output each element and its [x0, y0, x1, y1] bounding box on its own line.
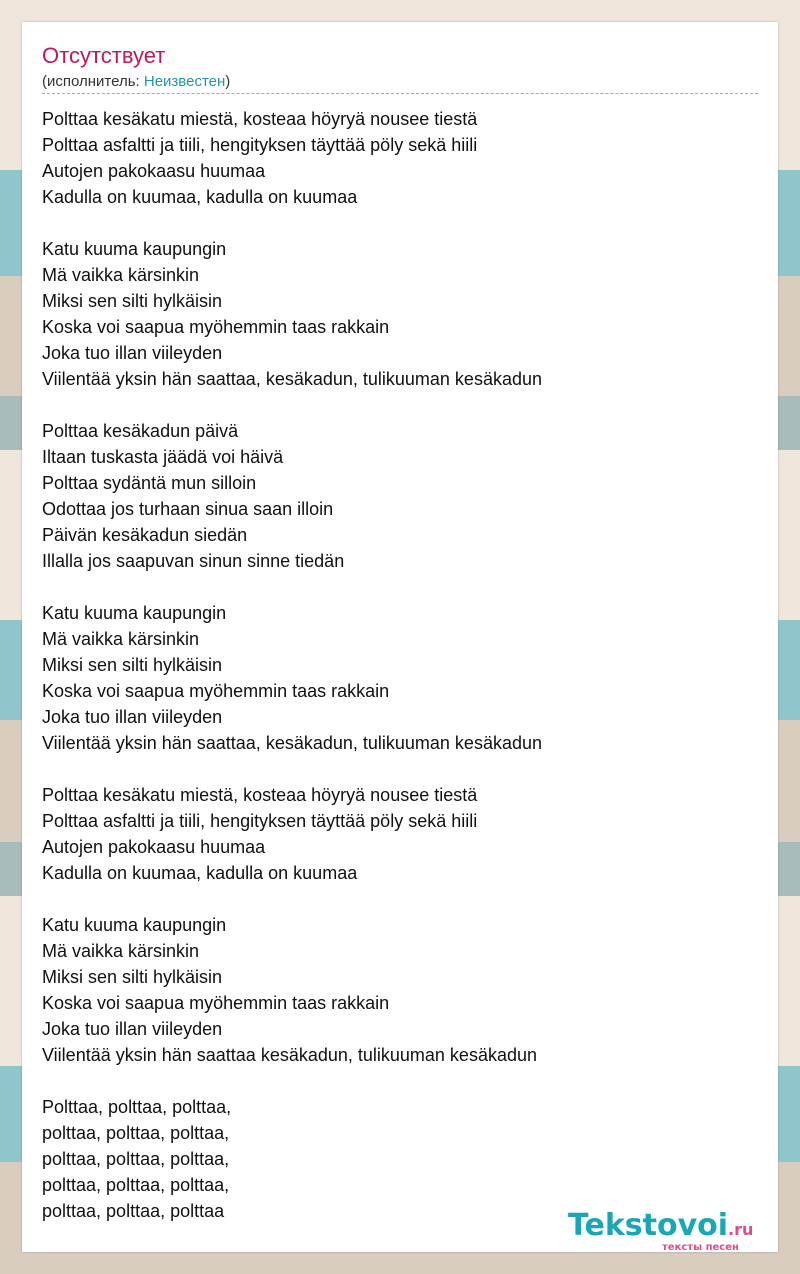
lyric-line: Katu kuuma kaupungin [42, 239, 227, 259]
lyric-line: Viilentää yksin hän saattaa, kesäkadun, tulikuuman kesäkadun [42, 369, 542, 389]
lyric-line: Viilentää yksin hän saattaa, kesäkadun, tulikuuman kesäkadun [42, 733, 542, 753]
lyric-line: Joka tuo illan viileyden [42, 707, 223, 727]
lyric-line: Koska voi saapua myöhemmin taas rakkain [42, 317, 390, 337]
artist-prefix: (исполнитель: [42, 73, 144, 90]
lyric-line: polttaa, polttaa, polttaa, [42, 1123, 230, 1143]
lyric-line: polttaa, polttaa, polttaa, [42, 1149, 230, 1169]
stanza-gap [42, 574, 762, 600]
lyric-line: Viilentää yksin hän saattaa kesäkadun, tulikuuman kesäkadun [42, 1045, 537, 1065]
lyric-line: Miksi sen silti hylkäisin [42, 291, 223, 311]
logo-tld-text: .ru [728, 1220, 754, 1239]
lyric-line: Polttaa kesäkatu miestä, kosteaa höyryä nousee tiestä [42, 785, 478, 805]
lyric-line: Kadulla on kuumaa, kadulla on kuumaa [42, 863, 358, 883]
stanza-gap [42, 756, 762, 782]
lyrics-text [42, 106, 762, 1224]
lyric-line: Koska voi saapua myöhemmin taas rakkain [42, 993, 390, 1013]
logo-main-text: Tekstovoi [568, 1208, 729, 1243]
song-title: Отсутствует [42, 43, 166, 68]
artist-suffix: ) [225, 73, 231, 90]
lyric-line: Polttaa sydäntä mun silloin [42, 473, 257, 493]
lyrics-card [22, 22, 778, 1252]
lyric-line: Polttaa, polttaa, polttaa, [42, 1097, 232, 1117]
lyric-line: Katu kuuma kaupungin [42, 603, 227, 623]
lyric-line: Polttaa kesäkatu miestä, kosteaa höyryä nousee tiestä [42, 109, 478, 129]
lyric-line: Koska voi saapua myöhemmin taas rakkain [42, 681, 390, 701]
title-divider [42, 93, 758, 94]
lyric-line: Polttaa kesäkadun päivä [42, 421, 239, 441]
lyric-line: Mä vaikka kärsinkin [42, 629, 200, 649]
lyric-line: Kadulla on kuumaa, kadulla on kuumaa [42, 187, 358, 207]
lyric-line: Mä vaikka kärsinkin [42, 941, 200, 961]
lyric-line: Odottaa jos turhaan sinua saan illoin [42, 499, 334, 519]
lyric-line: Katu kuuma kaupungin [42, 915, 227, 935]
artist-line [42, 73, 230, 90]
stanza-gap [42, 886, 762, 912]
lyric-line: Autojen pakokaasu huumaa [42, 161, 266, 181]
lyric-line: Mä vaikka kärsinkin [42, 265, 200, 285]
lyric-line: Miksi sen silti hylkäisin [42, 655, 223, 675]
lyric-line: Polttaa asfaltti ja tiili, hengityksen täyttää pöly sekä hiili [42, 135, 478, 155]
lyric-line: polttaa, polttaa, polttaa [42, 1201, 225, 1221]
stanza-gap [42, 1068, 762, 1094]
lyric-line: Iltaan tuskasta jäädä voi häivä [42, 447, 284, 467]
lyric-line: Joka tuo illan viileyden [42, 1019, 223, 1039]
stanza-gap [42, 392, 762, 418]
artist-link[interactable]: Неизвестен [143, 73, 226, 90]
lyric-line: Autojen pakokaasu huumaa [42, 837, 266, 857]
lyric-line: Illalla jos saapuvan sinun sinne tiedän [42, 551, 345, 571]
site-logo[interactable] [568, 1208, 754, 1253]
lyric-line: Miksi sen silti hylkäisin [42, 967, 223, 987]
lyric-line: polttaa, polttaa, polttaa, [42, 1175, 230, 1195]
lyric-line: Joka tuo illan viileyden [42, 343, 223, 363]
lyric-line: Polttaa asfaltti ja tiili, hengityksen täyttää pöly sekä hiili [42, 811, 478, 831]
stanza-gap [42, 210, 762, 236]
lyric-line: Päivän kesäkadun siedän [42, 525, 248, 545]
logo-tagline: тексты песен [662, 1242, 739, 1253]
